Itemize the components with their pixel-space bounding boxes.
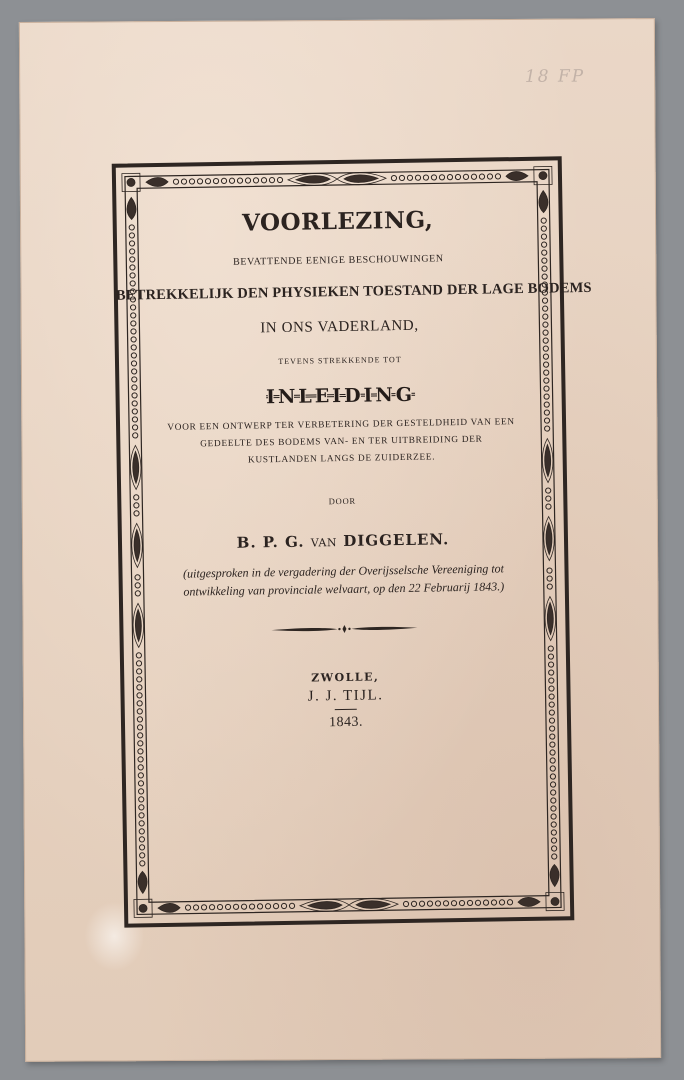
heading-inleiding: INLEIDING [265, 383, 416, 409]
main-title: VOORLEZING, [241, 206, 434, 237]
by-label: DOOR [328, 495, 357, 507]
subtitle-line-1: BEVATTENDE EENIGE BESCHOUWINGEN [232, 253, 444, 268]
imprint-place: ZWOLLE, [311, 670, 380, 685]
author-name [152, 529, 534, 553]
author-initials: B. P. G. [236, 532, 305, 552]
description-line: GEDEELTE DES BODEMS VAN- EN TER UITBREIDING DER [200, 434, 483, 450]
imprint-year: 1843. [328, 714, 364, 731]
ornamental-border [112, 156, 592, 927]
subtitle-line-2: BETREKKELIJK DEN PHYSIEKEN TOESTAND DER LAGE BODEMS [115, 279, 592, 304]
note-line: ontwikkeling van provinciale welvaart, op den 22 Februarij 1843.) [183, 579, 505, 599]
author-particle: VAN [310, 536, 338, 550]
title-page [19, 18, 661, 1062]
note-line: (uitgesproken in de vergadering der Overijsselsche Vereeniging tot [182, 561, 505, 581]
imprint-publisher: J. J. TIJL. [307, 687, 384, 705]
description-line: VOOR EEN ONTWERP TER VERBETERING DER GESTELDHEID VAN EEN [167, 417, 515, 433]
pencil-annotation: 18 FP [524, 66, 586, 87]
title-page-text [115, 205, 592, 734]
subtitle-line-4: TEVENS STREKKENDE TOT [278, 354, 402, 367]
ornamental-rule-icon [269, 623, 419, 635]
subtitle-line-3: IN ONS VADERLAND, [260, 317, 419, 337]
delivery-note [128, 558, 559, 601]
description [124, 413, 559, 471]
imprint-rule [335, 709, 357, 710]
author-surname: DIGGELEN. [343, 530, 450, 550]
description-line: KUSTLANDEN LANGS DE ZUIDERZEE. [247, 452, 436, 466]
